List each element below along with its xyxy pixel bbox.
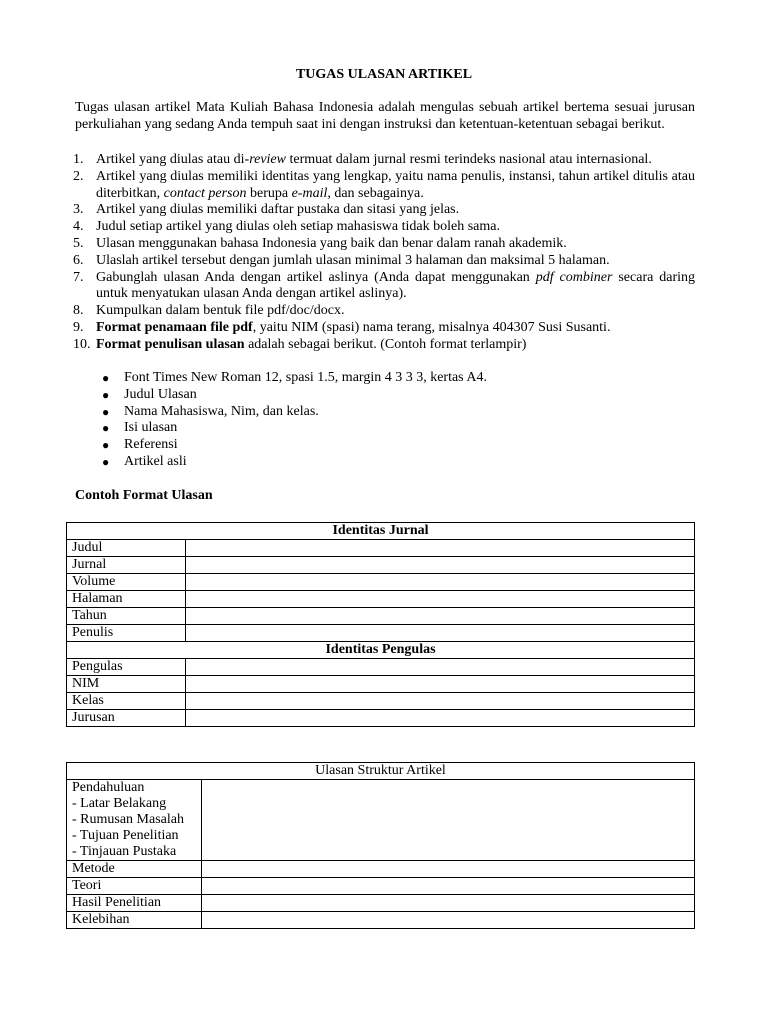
- identity-table: [66, 522, 695, 727]
- table-row: Hasil Penelitian: [67, 895, 695, 912]
- intro-paragraph: Tugas ulasan artikel Mata Kuliah Bahasa Indonesia adalah mengulas sebuah artikel bertema sesuai jurusan perkuliahan yang sedang Anda tempuh saat ini dengan instruksi dan ketentuan-ketentuan sebagai berikut.: [75, 100, 695, 132]
- table-row: Metode: [67, 861, 695, 878]
- table-row: Tahun: [67, 608, 695, 625]
- intro-cell: Pendahuluan - Latar Belakang - Rumusan Masalah - Tujuan Penelitian - Tinjauan Pustaka: [67, 780, 202, 861]
- instruction-list: [73, 152, 695, 354]
- list-item: 4. Judul setiap artikel yang diulas oleh setiap mahasiswa tidak boleh sama.: [73, 219, 500, 235]
- table-row: Kelas: [67, 693, 695, 710]
- list-item: 1. Artikel yang diulas atau di-review termuat dalam jurnal resmi terindeks nasional atau internasional.: [73, 152, 652, 167]
- bullet-item: ● Isi ulasan: [102, 420, 178, 436]
- table-cell-empty[interactable]: [186, 625, 695, 642]
- bullet-icon: ●: [102, 387, 110, 402]
- bullet-item: ● Font Times New Roman 12, spasi 1.5, margin 4 3 3 3, kertas A4.: [102, 370, 487, 385]
- bullet-item: ● Judul Ulasan: [102, 386, 197, 402]
- list-item: 2. Artikel yang diulas memiliki identitas yang lengkap, yaitu nama penulis, instansi, tahun artikel ditulis atau diterbitkan, contact person berupa e-mail, dan sebagainya.: [73, 168, 695, 201]
- list-item: 5. Ulasan menggunakan bahasa Indonesia yang baik dan benar dalam ranah akademik.: [73, 235, 567, 251]
- table-row: Teori: [67, 878, 695, 895]
- format-bullet-list: [99, 370, 487, 471]
- table-row: Pengulas: [67, 659, 695, 676]
- table-row: Volume: [67, 574, 695, 591]
- table-cell-empty[interactable]: [186, 608, 695, 625]
- table-row: Kelebihan: [67, 912, 695, 929]
- table-cell-empty[interactable]: [186, 676, 695, 693]
- table-cell-empty[interactable]: [186, 557, 695, 574]
- table-cell-empty[interactable]: [186, 710, 695, 727]
- bullet-item: ● Referensi: [102, 437, 178, 453]
- table-cell-empty[interactable]: [202, 861, 695, 878]
- table-row: Judul: [67, 540, 695, 557]
- bullet-icon: ●: [102, 438, 110, 453]
- list-item: 8. Kumpulkan dalam bentuk file pdf/doc/docx.: [73, 303, 345, 319]
- table-row: Jurnal: [67, 557, 695, 574]
- table-cell-empty[interactable]: [186, 659, 695, 676]
- table-row: Jurusan: [67, 710, 695, 727]
- bullet-item: ● Nama Mahasiswa, Nim, dan kelas.: [102, 403, 319, 419]
- journal-identity-header: Identitas Jurnal: [67, 523, 695, 540]
- table-cell-empty[interactable]: [202, 878, 695, 895]
- list-item: 10. Format penulisan ulasan adalah sebagai berikut. (Contoh format terlampir): [73, 336, 527, 352]
- structure-header: Ulasan Struktur Artikel: [67, 763, 695, 780]
- format-heading: Contoh Format Ulasan: [75, 488, 213, 503]
- list-item: 7. Gabunglah ulasan Anda dengan artikel aslinya (Anda dapat menggunakan pdf combiner secara daring untuk menyatukan ulasan Anda dengan artikel aslinya).: [73, 269, 696, 302]
- table-row: Penulis: [67, 625, 695, 642]
- table-row: Halaman: [67, 591, 695, 608]
- bullet-icon: ●: [102, 454, 110, 469]
- table-cell-empty[interactable]: [186, 540, 695, 557]
- table-cell-empty[interactable]: [186, 591, 695, 608]
- intro-sublist: - Latar Belakang - Rumusan Masalah - Tujuan Penelitian - Tinjauan Pustaka: [72, 796, 184, 859]
- list-item: 6. Ulaslah artikel tersebut dengan jumlah ulasan minimal 3 halaman dan maksimal 5 halaman.: [73, 252, 610, 268]
- table-cell-empty[interactable]: [202, 780, 695, 861]
- bullet-icon: ●: [102, 371, 110, 385]
- table-cell-empty[interactable]: [202, 895, 695, 912]
- table-row: [67, 780, 695, 861]
- table-cell-empty[interactable]: [186, 574, 695, 591]
- bullet-icon: ●: [102, 421, 110, 436]
- bullet-item: ● Artikel asli: [102, 453, 187, 469]
- page-title: TUGAS ULASAN ARTIKEL: [295, 67, 473, 82]
- list-item: 3. Artikel yang diulas memiliki daftar pustaka dan sitasi yang jelas.: [73, 202, 460, 218]
- table-cell-empty[interactable]: [202, 912, 695, 929]
- table-row: NIM: [67, 676, 695, 693]
- reviewer-identity-header: Identitas Pengulas: [67, 642, 695, 659]
- table-cell-empty[interactable]: [186, 693, 695, 710]
- bullet-icon: ●: [102, 404, 110, 419]
- list-item: 9. Format penamaan file pdf, yaitu NIM (spasi) nama terang, misalnya 404307 Susi Susanti.: [73, 319, 611, 335]
- article-structure-table: [66, 762, 695, 929]
